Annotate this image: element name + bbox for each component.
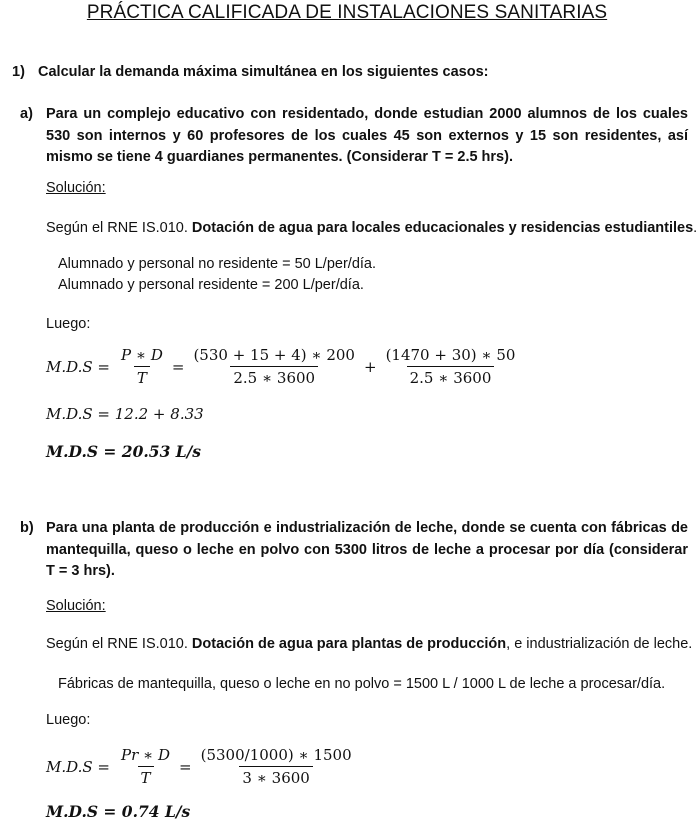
case-b-fraction-1-num xyxy=(118,746,173,766)
case-b-fraction-1-num-text: Pr ∗ D xyxy=(121,746,171,764)
case-b-eq-lhs-text: M.D.S = xyxy=(46,757,110,776)
case-b-eq-result: M.D.S = 0.74 L/s xyxy=(46,802,191,821)
case-b-fraction-1 xyxy=(118,746,173,787)
case-b-fraction-2-den: 3 ∗ 3600 xyxy=(239,766,312,787)
case-a-fraction-3-num: (1470 + 30) ∗ 50 xyxy=(385,346,516,364)
case-a-reference-suffix: . xyxy=(693,220,697,236)
case-a-equation xyxy=(46,346,518,387)
case-a-reference-bold: Dotación de agua para locales educacionales y residencias estudiantiles xyxy=(191,220,694,236)
case-a-eq-lhs xyxy=(46,358,110,376)
question-1 xyxy=(12,64,488,80)
case-a-fraction-3 xyxy=(383,346,519,387)
case-b-fraction-1-den xyxy=(138,766,154,787)
case-a-fraction-1-den xyxy=(134,366,150,387)
case-a-then-label: Luego: xyxy=(46,316,91,332)
case-b-then-label: Luego: xyxy=(46,712,91,728)
case-b-fraction-2 xyxy=(198,746,355,787)
case-a-rule-2: Alumnado y personal residente = 200 L/per/día. xyxy=(58,277,364,293)
case-b-text: Para una planta de producción e industrialización de leche, donde se cuenta con fábricas de mantequilla, queso o leche en polvo con 5300 litros de leche a procesar por día (considerar T = 3 hrs). xyxy=(46,520,688,579)
case-a-rule-1: Alumnado y personal no residente = 50 L/per/día. xyxy=(58,256,377,272)
case-a-fraction-1-num xyxy=(118,346,166,366)
case-b-eq-lhs xyxy=(46,758,110,776)
case-a-fraction-2-den: 2.5 ∗ 3600 xyxy=(230,366,318,387)
case-b-reference-suffix: , e industrialización de leche. xyxy=(506,636,693,652)
case-a-fraction-1 xyxy=(118,346,166,387)
case-b-statement xyxy=(20,518,688,583)
case-b-label: b) xyxy=(20,520,34,536)
case-b-rule-1: Fábricas de mantequilla, queso o leche en no polvo = 1500 L / 1000 L de leche a procesar/día. xyxy=(58,676,666,692)
case-b-fraction-1-den-text: T xyxy=(140,769,151,787)
case-a-label: a) xyxy=(20,106,33,122)
question-1-number: 1) xyxy=(12,64,25,80)
case-a-eq-equals: = xyxy=(171,357,185,376)
case-b-fraction-2-num: (5300/1000) ∗ 1500 xyxy=(200,746,352,764)
case-a-reference-prefix: Según el RNE IS.010. xyxy=(46,220,188,236)
case-a-eq-lhs-text: M.D.S = xyxy=(46,357,110,376)
case-a-solution-label: Solución: xyxy=(46,180,106,196)
question-1-text: Calcular la demanda máxima simultánea en los siguientes casos: xyxy=(38,64,489,80)
case-a-eq-step-text: M.D.S = 12.2 + 8.33 xyxy=(46,405,204,423)
case-a-eq-plus: + xyxy=(363,357,377,376)
case-a-reference xyxy=(46,220,697,236)
case-a-text: Para un complejo educativo con residentado, donde estudian 2000 alumnos de los cuales 530 son internos y 60 profesores de los cuales 45 son externos y 15 son residentes, así mismo se tiene 4 guardianes permanentes. (Considerar T = 2.5 hrs). xyxy=(46,106,688,165)
case-a-statement xyxy=(20,104,688,169)
case-b-reference-bold: Dotación de agua para plantas de producción xyxy=(191,636,507,652)
case-a-fraction-3-den: 2.5 ∗ 3600 xyxy=(407,366,495,387)
case-b-solution-label: Solución: xyxy=(46,598,106,614)
case-b-equation xyxy=(46,746,355,787)
case-b-reference-prefix: Según el RNE IS.010. xyxy=(46,636,188,652)
case-a-fraction-2 xyxy=(190,346,358,387)
case-a-eq-result: M.D.S = 20.53 L/s xyxy=(46,442,202,461)
case-a-eq-step xyxy=(46,405,204,423)
case-b-eq-equals: = xyxy=(179,757,192,776)
case-a-fraction-1-den-text: T xyxy=(136,369,147,387)
case-a-fraction-2-num: (530 + 15 + 4) ∗ 200 xyxy=(193,346,355,364)
case-a-fraction-1-num-text: P ∗ D xyxy=(121,346,163,364)
case-b-reference xyxy=(46,636,692,652)
document-title: PRÁCTICA CALIFICADA DE INSTALACIONES SANITARIAS xyxy=(86,2,608,23)
